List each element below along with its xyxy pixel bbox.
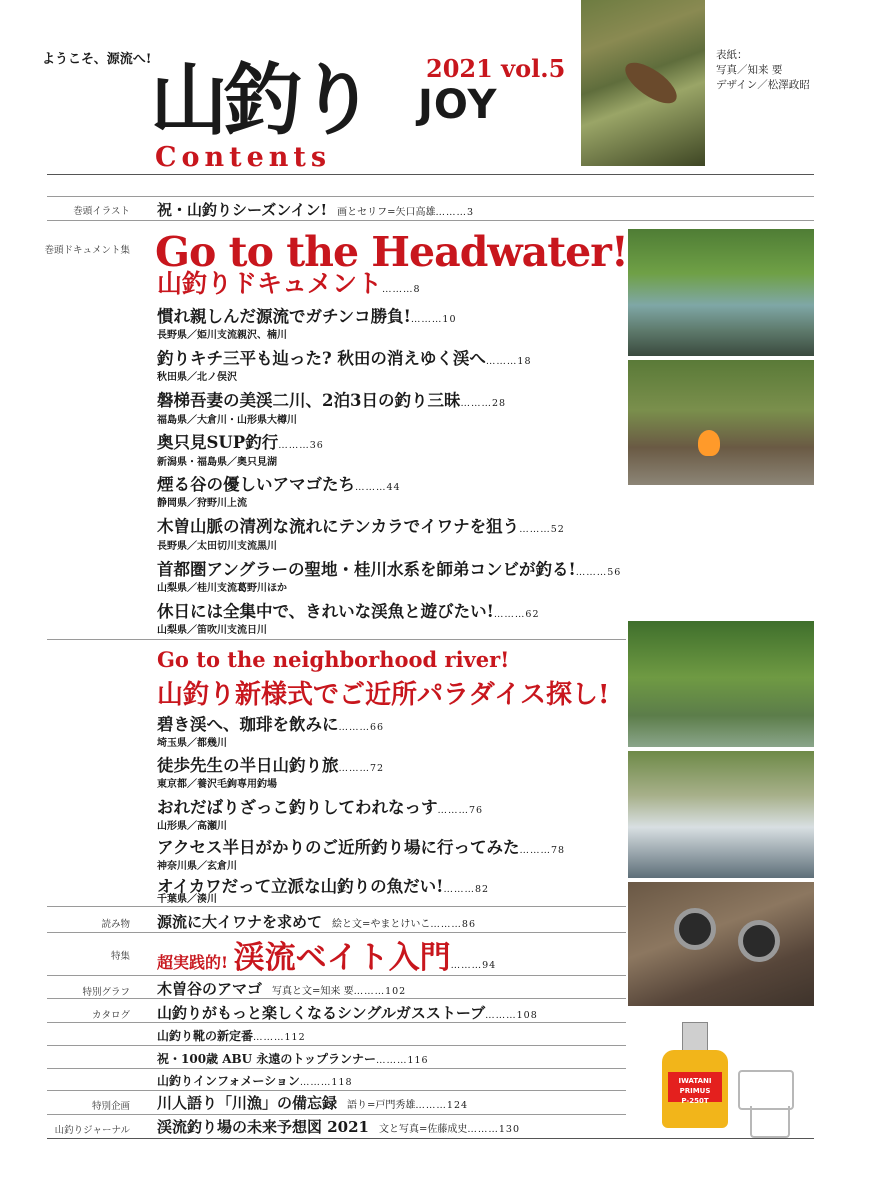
toc-entry[interactable]: 山釣りがもっと楽しくなるシングルガスストーブ………108: [157, 1004, 538, 1022]
location-label: 東京都／養沢毛鉤専用釣場: [157, 779, 277, 790]
location-label: 長野県／姫川支流親沢、楠川: [157, 330, 287, 341]
location-label: 千葉県／湊川: [157, 894, 217, 905]
river-photo: [628, 229, 814, 356]
toc-entry[interactable]: 磐梯吾妻の美渓二川、2泊3日の釣り三昧………28: [157, 391, 507, 410]
divider: [47, 998, 626, 999]
stream-angler-photo: [628, 621, 814, 747]
toc-entry[interactable]: 木曽谷のアマゴ 写真と文=知来 要………102: [157, 980, 407, 998]
fire-image: [698, 430, 720, 456]
divider: [47, 906, 626, 907]
magazine-logo: 山釣り: [150, 56, 373, 146]
location-label: 神奈川県／玄倉川: [157, 861, 237, 872]
valve-image: [682, 1022, 708, 1052]
divider: [47, 1090, 626, 1091]
location-label: 秋田県／北ノ俣沢: [157, 372, 237, 383]
tagline: ようこそ、源流へ!: [42, 52, 152, 67]
category-label: 読み物: [101, 919, 130, 930]
section-subheadline[interactable]: 山釣りドキュメント………8: [157, 269, 421, 298]
location-label: 山形県／高瀬川: [157, 821, 227, 832]
reel-image: [738, 920, 780, 962]
divider: [47, 975, 626, 976]
toc-entry[interactable]: 奥只見SUP釣行………36: [157, 433, 324, 452]
divider: [47, 174, 814, 175]
location-label: 山梨県／桂川支流葛野川ほか: [157, 583, 287, 594]
section-headline: Go to the neighborhood river!: [157, 647, 510, 672]
divider: [47, 196, 814, 197]
toc-entry[interactable]: 碧き渓へ、珈琲を飲みに………66: [157, 715, 385, 734]
divider: [47, 639, 626, 640]
divider: [47, 1068, 626, 1069]
toc-entry[interactable]: 源流に大イワナを求めて 絵と文=やまとけいこ………86: [157, 913, 476, 931]
trout-image: [619, 55, 683, 111]
toc-entry[interactable]: 休日には全集中で、きれいな渓魚と遊びたい!………62: [157, 602, 540, 621]
toc-entry[interactable]: 木曽山脈の清冽な流れにテンカラでイワナを狙う………52: [157, 517, 565, 536]
toc-entry[interactable]: 首都圏アングラーの聖地・桂川水系を師弟コンビが釣る!………56: [157, 560, 622, 579]
category-label: 特集: [110, 951, 130, 962]
issue-number: 2021 vol.5: [426, 54, 566, 83]
location-label: 新潟県・福島県／奥只見湖: [157, 457, 277, 468]
location-label: 埼玉県／都幾川: [157, 738, 227, 749]
toc-entry[interactable]: 煙る谷の優しいアマゴたち………44: [157, 475, 401, 494]
category-label: 山釣りジャーナル: [54, 1125, 130, 1136]
divider: [47, 1045, 626, 1046]
location-label: 山梨県／笛吹川支流日川: [157, 625, 267, 636]
rapids-photo: [628, 751, 814, 878]
toc-entry[interactable]: 山釣り靴の新定番………112: [157, 1029, 306, 1043]
category-label: 特別グラフ: [82, 987, 130, 998]
bait-reel-photo: [628, 882, 814, 1006]
toc-entry[interactable]: オイカワだって立派な山釣りの魚だい!………82: [157, 877, 490, 896]
toc-entry[interactable]: 山釣りインフォメーション………118: [157, 1074, 353, 1088]
toc-entry[interactable]: 川人語り「川漁」の備忘録 語り=戸門秀雄………124: [157, 1094, 469, 1112]
can-label: IWATANI PRIMUS P-250T: [668, 1072, 722, 1102]
divider: [47, 1022, 626, 1023]
category-label: 巻頭ドキュメント集: [44, 245, 130, 256]
toc-entry-feature[interactable]: 超実践的! 渓流ベイト入門………94: [157, 940, 497, 976]
cover-credit: 表紙： 写真／知来 要 デザイン／松澤政昭: [716, 49, 810, 91]
divider: [47, 220, 814, 221]
cover-photo: [581, 0, 705, 166]
section-subheadline: 山釣り新様式でご近所パラダイス探し!: [157, 680, 610, 710]
category-label: カタログ: [91, 1010, 130, 1021]
toc-entry[interactable]: 祝・山釣りシーズンイン! 画とセリフ=矢口高雄………3: [157, 201, 475, 219]
logo-suffix: JOY: [418, 82, 498, 128]
divider: [47, 1114, 626, 1115]
toc-entry[interactable]: 渓流釣り場の未来予想図 2021 文と写真=佐藤成史………130: [157, 1118, 521, 1136]
burner-arm: [738, 1070, 794, 1110]
gas-can-image: [662, 1050, 728, 1128]
campfire-photo: [628, 360, 814, 485]
location-label: 長野県／太田切川支流黒川: [157, 541, 277, 552]
reel-image: [674, 908, 716, 950]
section-headline: Go to the Headwater!: [155, 228, 628, 276]
toc-entry[interactable]: おれだばりざっこ釣りしてわれなっす………76: [157, 798, 484, 817]
toc-entry[interactable]: 祝・100歳 ABU 永遠のトップランナー………116: [157, 1052, 429, 1066]
burner-leg: [750, 1106, 790, 1138]
toc-entry[interactable]: 慣れ親しんだ源流でガチンコ勝負!………10: [157, 307, 457, 326]
toc-entry[interactable]: 徒歩先生の半日山釣り旅………72: [157, 756, 385, 775]
location-label: 静岡県／狩野川上流: [157, 498, 247, 509]
contents-heading: Contents: [155, 142, 332, 173]
toc-entry[interactable]: アクセス半日がかりのご近所釣り場に行ってみた………78: [157, 838, 566, 857]
location-label: 福島県／大倉川・山形県大樽川: [157, 415, 297, 426]
gas-stove-image: [638, 1010, 814, 1145]
category-label: 特別企画: [91, 1101, 130, 1112]
category-label: 巻頭イラスト: [73, 206, 130, 217]
toc-entry[interactable]: 釣りキチ三平も辿った? 秋田の消えゆく渓へ………18: [157, 349, 532, 368]
